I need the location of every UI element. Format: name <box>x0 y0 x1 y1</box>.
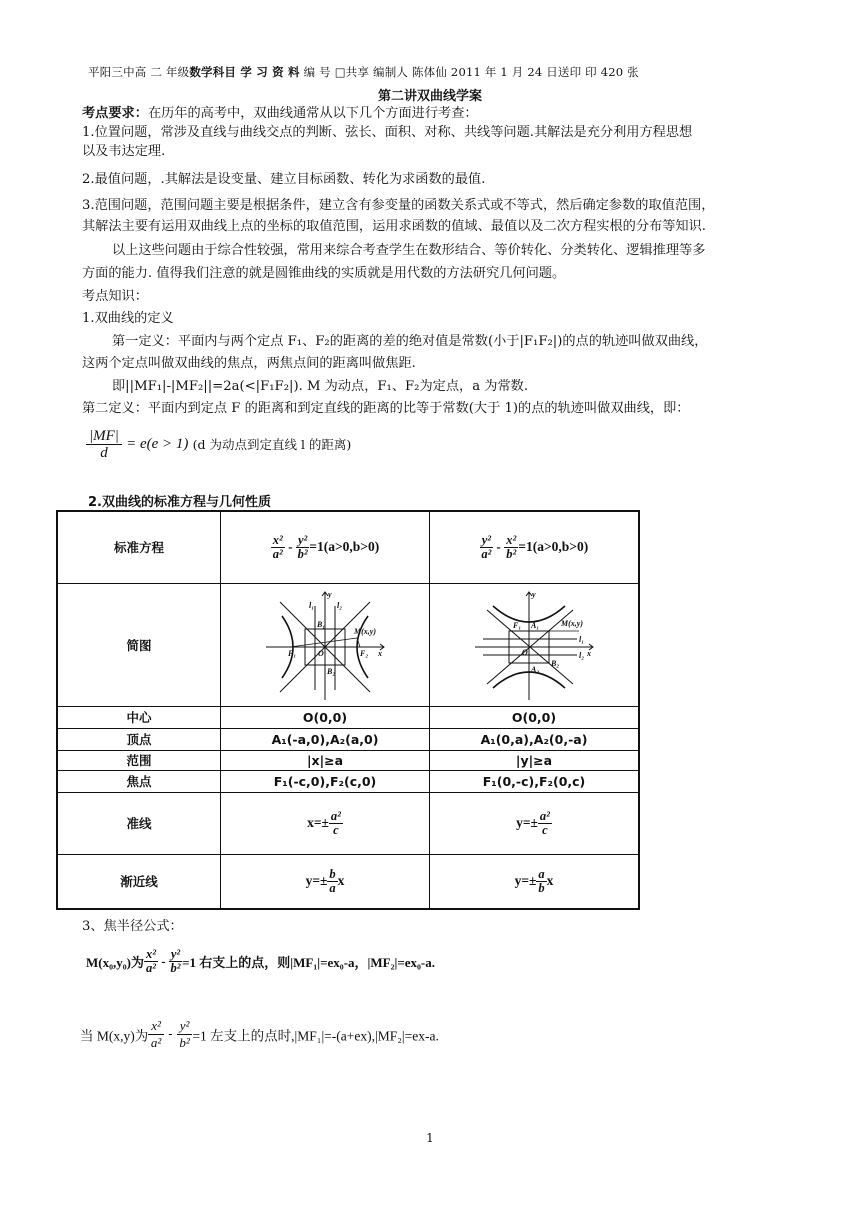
summary-a: 以上这些问题由于综合性较强，常用来综合考查学生在数形结合、等价转化、分类转化、逻辑推理等多 <box>112 243 706 258</box>
requirement-1a: 1.位置问题，常涉及直线与曲线交点的判断、弦长、面积、对称、共线等问题.其解法是充分利用方程思想 <box>82 125 693 140</box>
eccentricity-formula <box>86 428 806 461</box>
fraction-num: y² <box>170 947 181 961</box>
fraction-den: a² <box>150 1035 162 1050</box>
row-label-sketch: 简图 <box>57 583 221 706</box>
equation-tail: =1(a>0,b>0) <box>309 538 380 554</box>
label-l1: l₁ <box>309 600 315 610</box>
label-l1: l₁ <box>579 634 585 644</box>
row-label-directrix: 准线 <box>57 792 221 854</box>
fraction-den: a <box>329 880 336 895</box>
table-row <box>57 728 639 750</box>
fraction <box>144 948 158 975</box>
row-label-focus: 焦点 <box>57 770 221 792</box>
formula-note: (d 为动点到定直线 l 的距离) <box>192 437 352 452</box>
fraction-den: a² <box>481 546 492 561</box>
requirement-1b: 以及韦达定理. <box>82 144 166 159</box>
requirement-3a: 3.范围问题，范围问题主要是根据条件，建立含有参变量的函数关系式或不等式，然后确定参数的取值范围， <box>82 198 715 213</box>
definition-1c: 即||MF₁|-|MF₂||=2a(<|F₁F₂|). M 为动点，F₁、F₂为定点，a 为常数. <box>112 379 529 394</box>
asymptote-suffix: x <box>337 872 345 888</box>
equation-tail: =1(a>0,b>0) <box>518 538 589 554</box>
fraction-den: a² <box>145 961 156 975</box>
label-m: M(x,y) <box>561 618 583 628</box>
requirement-2: 2.最值问题，.其解法是设变量、建立目标函数、转化为求函数的最值. <box>82 172 486 187</box>
hyperbola-horizontal-sketch <box>260 586 390 704</box>
header-subject: 数学科目 学 习 资 料 <box>189 65 300 79</box>
formula-denominator: d <box>100 445 108 461</box>
knowledge-label: 考点知识： <box>82 289 148 304</box>
table-row <box>57 750 639 770</box>
focal-line1-prefix: M(x₀,y₀)为 <box>86 955 144 970</box>
label-b2: B₂ <box>327 666 336 676</box>
range-col1: |x|≥a <box>221 750 430 770</box>
label-l2: l₂ <box>337 600 343 610</box>
fraction <box>504 534 518 561</box>
fraction-num: y² <box>481 532 492 547</box>
fraction-den: b² <box>297 546 308 561</box>
equation-col1: $\frac{\text{x²}}{\text{a²}}$ - $\frac{\text{y²}}{\text{b²}}$ =1(a>0,b>0) <box>221 511 430 583</box>
focal-line2-prefix: 当 M(x,y)为 <box>80 1028 149 1044</box>
row-label-equation: 标准方程 <box>57 511 221 583</box>
fraction-num: x² <box>506 532 517 547</box>
fraction <box>480 534 493 561</box>
fraction-num: x² <box>145 947 156 961</box>
fraction <box>177 1018 193 1051</box>
sketch-col1 <box>221 583 430 706</box>
fraction-den: b² <box>506 546 517 561</box>
asymptote-suffix: x <box>546 872 554 888</box>
fraction-num: x² <box>272 532 283 547</box>
table-row <box>57 792 639 854</box>
header-line <box>88 64 639 80</box>
fraction-num: b <box>329 866 336 881</box>
fraction-num: a² <box>330 808 341 823</box>
requirements-label: 考点要求： <box>82 106 148 121</box>
fraction <box>329 810 343 837</box>
fraction <box>169 948 182 975</box>
fraction-num: a <box>538 866 545 881</box>
focus-col2: F₁(0,-c),F₂(0,c) <box>430 770 640 792</box>
fraction-num: y² <box>177 1018 193 1035</box>
focal-formula-left: 当 M(x,y)为 $\frac{\text{x²}}{\text{a²}}$ - $\frac{\text{y²}}{\text{b²}}$ =1 左支上的点时,|MF₁|=-(a+ex),|MF₂|=ex-a. <box>80 1018 439 1050</box>
row-label-center: 中心 <box>57 706 221 728</box>
directrix-col1 <box>221 792 430 854</box>
fraction-den: b² <box>170 961 181 975</box>
fraction-den: c <box>542 822 548 837</box>
properties-table <box>56 510 640 910</box>
vertex-col2: A₁(0,a),A₂(0,-a) <box>430 728 640 750</box>
requirements-intro-text: 在历年的高考中，双曲线通常从以下几个方面进行考查： <box>147 106 478 121</box>
directrix-prefix: x=± <box>307 814 329 830</box>
definition-title: 1.双曲线的定义 <box>82 311 174 326</box>
row-label-asymptote: 渐近线 <box>57 854 221 909</box>
fraction <box>327 868 337 895</box>
label-b2: B₂ <box>551 658 560 668</box>
label-o: O <box>318 648 324 658</box>
hyperbola-vertical-sketch <box>469 586 599 704</box>
table-row <box>57 770 639 792</box>
fraction <box>296 534 309 561</box>
center-col1: O(0,0) <box>221 706 430 728</box>
definition-1b: 这两个定点叫做双曲线的焦点，两焦点间的距离叫做焦距. <box>82 356 416 371</box>
focus-col1: F₁(-c,0),F₂(c,0) <box>221 770 430 792</box>
focal-formula-right: M(x₀,y₀)为 $\frac{\text{x²}}{\text{a²}}$ - $\frac{\text{y²}}{\text{b²}}$ =1 右支上的点，则|MF₁|=ex₀-a，|MF₂|=ex₀-a. <box>86 947 436 975</box>
definition-2: 第二定义：平面内到定点 F 的距离和到定直线的距离的比等于常数(大于 1)的点的轨迹叫做双曲线，即： <box>82 401 690 416</box>
definition-1a: 第一定义：平面内与两个定点 F₁、F₂的距离的差的绝对值是常数(小于|F₁F₂|)的点的轨迹叫做双曲线， <box>112 334 708 349</box>
header-meta: 编 号 □共享 编制人 陈体仙 2011 年 1 月 24 日送印 印 420 张 <box>299 65 639 79</box>
asymptote-prefix: y=± <box>514 872 537 888</box>
asymptote-col1 <box>221 854 430 909</box>
fraction <box>271 534 285 561</box>
row-label-vertex: 顶点 <box>57 728 221 750</box>
requirement-3b: 其解法主要有运用双曲线上点的坐标的取值范围，运用求函数的值域、最值以及二次方程实根的分布等知识. <box>82 219 707 234</box>
fraction <box>148 1018 164 1051</box>
focal-line2-suffix: =1 左支上的点时,|MF₁|=-(a+ex),|MF₂|=ex-a. <box>192 1028 439 1044</box>
fraction-den: b² <box>179 1035 190 1050</box>
table-row <box>57 706 639 728</box>
fraction <box>538 810 552 837</box>
label-o: O <box>522 647 528 657</box>
label-y: y <box>328 589 332 599</box>
table-row <box>57 854 639 909</box>
formula-fraction <box>86 428 122 461</box>
label-a2: A₂ <box>531 664 540 674</box>
focal-radius-title: 3、焦半径公式： <box>82 919 183 934</box>
formula-rhs: = e(e > 1) <box>126 436 189 452</box>
formula-numerator: |MF| <box>86 428 122 445</box>
label-a1: A₁ <box>531 620 540 630</box>
focal-line1-suffix: =1 右支上的点，则|MF₁|=ex₀-a，|MF₂|=ex₀-a. <box>182 955 436 970</box>
label-l2: l₂ <box>579 650 585 660</box>
fraction-den: b <box>538 880 545 895</box>
page-number: 1 <box>426 1131 434 1145</box>
fraction-den: c <box>333 822 339 837</box>
label-x: x <box>587 648 591 658</box>
table-row <box>57 511 639 583</box>
range-col2: |y|≥a <box>430 750 640 770</box>
label-m: M(x,y) <box>354 626 376 636</box>
label-f1: F₁ <box>513 620 522 630</box>
page-title: 第二讲双曲线学案 <box>377 89 482 104</box>
center-col2: O(0,0) <box>430 706 640 728</box>
fraction-den: a² <box>272 546 283 561</box>
fraction-num: a² <box>539 808 550 823</box>
table-section-title: 2.双曲线的标准方程与几何性质 <box>88 495 271 510</box>
row-label-range: 范围 <box>57 750 221 770</box>
fraction-num: x² <box>148 1018 164 1035</box>
directrix-prefix: y=± <box>516 814 538 830</box>
label-b1: B₁ <box>317 619 326 629</box>
fraction <box>536 868 546 895</box>
summary-b: 方面的能力. 值得我们注意的就是圆锥曲线的实质就是用代数的方法研究几何问题。 <box>82 266 566 281</box>
label-y: y <box>532 589 536 599</box>
asymptote-prefix: y=± <box>305 872 328 888</box>
sketch-col2 <box>430 583 640 706</box>
label-x: x <box>378 648 382 658</box>
label-f1: F₁ <box>288 648 297 658</box>
equation-col2: $\frac{\text{y²}}{\text{a²}}$ - $\frac{\text{x²}}{\text{b²}}$ =1(a>0,b>0) <box>430 511 640 583</box>
label-f2: F₂ <box>360 648 369 658</box>
requirements-intro <box>82 104 802 123</box>
fraction-num: y² <box>298 532 308 547</box>
directrix-col2 <box>430 792 640 854</box>
table-row <box>57 583 639 706</box>
asymptote-col2 <box>430 854 640 909</box>
vertex-col1: A₁(-a,0),A₂(a,0) <box>221 728 430 750</box>
header-school: 平阳三中高 二 年级 <box>88 65 190 79</box>
